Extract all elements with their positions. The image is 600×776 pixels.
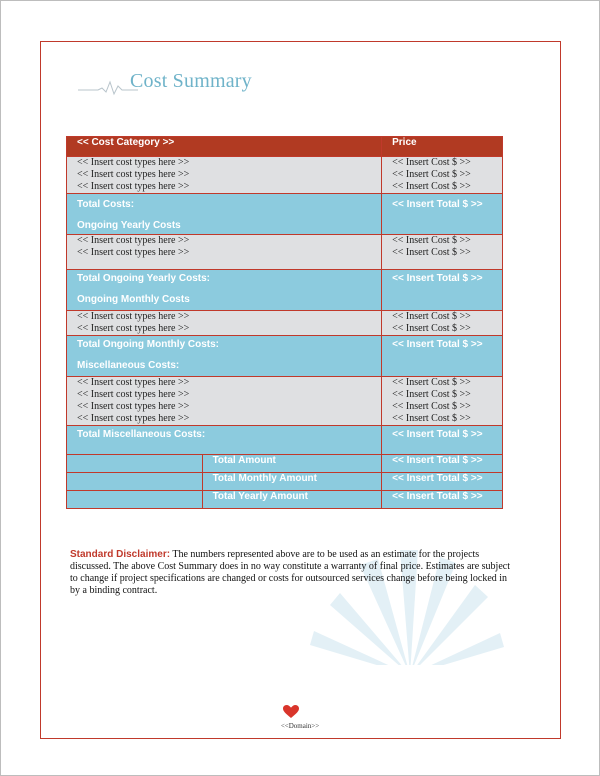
cost-type-item: << Insert cost types here >> [77, 169, 190, 180]
total-value: << Insert Total $ >> [392, 273, 483, 284]
cost-value: << Insert Cost $ >> [392, 169, 471, 180]
total-value: << Insert Total $ >> [392, 339, 483, 350]
cost-value: << Insert Cost $ >> [392, 235, 471, 246]
cost-value: << Insert Cost $ >> [392, 311, 471, 322]
cost-value: << Insert Cost $ >> [392, 401, 471, 412]
table-row [67, 311, 503, 336]
cost-type-item: << Insert cost types here >> [77, 401, 190, 412]
summary-value: << Insert Total $ >> [392, 455, 483, 466]
table-row [67, 157, 503, 194]
cost-value: << Insert Cost $ >> [392, 413, 471, 424]
category-header: << Cost Category >> [67, 137, 382, 157]
cost-value: << Insert Cost $ >> [392, 247, 471, 258]
cost-type-item: << Insert cost types here >> [77, 377, 190, 388]
table-row [67, 491, 503, 509]
cost-type-item: << Insert cost types here >> [77, 181, 190, 192]
cost-value: << Insert Cost $ >> [392, 389, 471, 400]
total-value: << Insert Total $ >> [392, 199, 483, 210]
summary-value: << Insert Total $ >> [392, 491, 483, 502]
cost-value: << Insert Cost $ >> [392, 157, 471, 168]
cost-value: << Insert Cost $ >> [392, 377, 471, 388]
cost-type-item: << Insert cost types here >> [77, 157, 190, 168]
table-row [67, 336, 503, 377]
table-row [67, 270, 503, 311]
disclaimer-body: The numbers represented above are to be used as an estimate for the projects discussed. The above Cost Summary does in no way constitute a warranty of final price. Estimates are subject to change if project specifications are changed or costs for outsourced services change before being locked in by a binding contract. [70, 549, 510, 596]
summary-value: << Insert Total $ >> [392, 473, 483, 484]
cost-type-item: << Insert cost types here >> [77, 389, 190, 400]
table-row [67, 426, 503, 455]
summary-label: Total Yearly Amount [212, 491, 308, 502]
cost-type-item: << Insert cost types here >> [77, 247, 190, 258]
cost-value: << Insert Cost $ >> [392, 181, 471, 192]
cost-type-item: << Insert cost types here >> [77, 323, 190, 334]
table-header-row [67, 137, 503, 157]
cost-type-item: << Insert cost types here >> [77, 235, 190, 246]
table-row [67, 455, 503, 473]
disclaimer-lead: Standard Disclaimer: [70, 549, 171, 560]
section-title: Miscellaneous Costs: [77, 360, 180, 371]
summary-label: Total Amount [212, 455, 276, 466]
footer-domain: <<Domain>> [280, 722, 320, 730]
cost-value: << Insert Cost $ >> [392, 323, 471, 334]
heart-icon [283, 705, 299, 719]
summary-label: Total Monthly Amount [212, 473, 317, 484]
total-label: Total Miscellaneous Costs: [77, 429, 206, 440]
table-row [67, 473, 503, 491]
table-row [67, 377, 503, 426]
section-title: Ongoing Yearly Costs [77, 220, 181, 231]
total-label: Total Ongoing Yearly Costs: [77, 273, 210, 284]
table-row [67, 194, 503, 235]
heartbeat-logo-icon [78, 72, 138, 98]
cost-type-item: << Insert cost types here >> [77, 413, 190, 424]
page-title: Cost Summary [130, 70, 252, 92]
cost-summary-table [66, 136, 503, 509]
total-label: Total Costs: [77, 199, 135, 210]
price-header: Price [382, 137, 503, 157]
cost-type-item: << Insert cost types here >> [77, 311, 190, 322]
disclaimer-paragraph [70, 549, 510, 597]
section-title: Ongoing Monthly Costs [77, 294, 190, 305]
total-label: Total Ongoing Monthly Costs: [77, 339, 220, 350]
table-row [67, 235, 503, 270]
total-value: << Insert Total $ >> [392, 429, 483, 440]
